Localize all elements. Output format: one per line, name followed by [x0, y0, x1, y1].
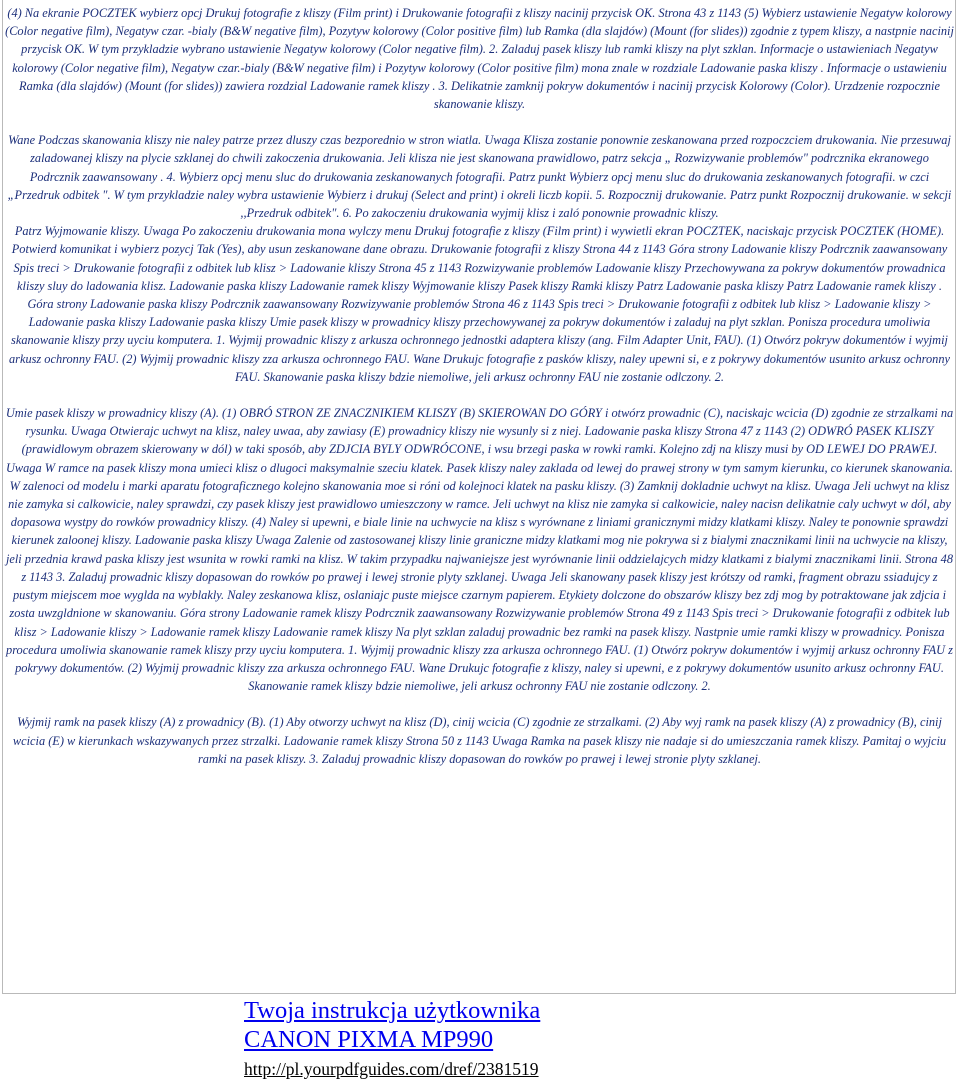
footer: [244, 996, 944, 1081]
source-url-link[interactable]: http://pl.yourpdfguides.com/dref/2381519: [244, 1059, 539, 1079]
manual-title-link[interactable]: Twoja instrukcja użytkownika: [244, 997, 541, 1024]
paragraph-3: Patrz Wyjmowanie kliszy. Uwaga Po zakoczeniu drukowania mona wylczy menu Drukuj fotografie z kliszy (Film print) i wywietli ekran POCZTEK, naciskajc przycisk POCZTEK (HOME). Potwierd komunikat i wybierz pozycj Tak (Yes), aby usun zeskanowane dane obrazu. Drukowanie fotografii z kliszy Strona 44 z 1143 Góra strony Ladowanie kliszy Podrcznik zaawansowany Spis treci > Drukowanie fotografii z odbitek lub klisz > Ladowanie kliszy Strona 45 z 1143 Rozwizywanie problemów Ladowanie kliszy Przechowywana za pokryw dokumentów prowadnica kliszy sluy do ladowania klisz. Ladowanie paska kliszy Ladowanie ramek kliszy Wyjmowanie kliszy Pasek kliszy Ramki kliszy Patrz Ladowanie paska kliszy Patrz Ladowanie ramek kliszy .: [11, 224, 948, 293]
paragraph-4: Góra strony Ladowanie paska kliszy Podrcznik zaawansowany Rozwizywanie problemów Strona 46 z 1143 Spis treci > Drukowanie fotografii z odbitek lub klisz > Ladowanie kliszy > Ladowanie paska kliszy Ladowanie paska kliszy Umie pasek kliszy w prowadnicy kliszy przechowywanej za pokryw dokumentów i zaladuj na plyt szklan. Ponisza procedura umoliwia skanowanie kliszy przy uyciu komputera. 1. Wyjmij prowadnic kliszy z arkusza ochronnego jednostki adaptera kliszy (ang. Film Adapter Unit, FAU). (1) Otwórz pokryw dokumentów i wyjmij arkusz ochronny FAU. (2) Wyjmij prowadnic kliszy zza arkusza ochronnego FAU. Wane Drukujc fotografie z pasków kliszy, naley upewni si, e z pokrywy dokumentów usunito arkusz ochronny FAU. Skanowanie paska kliszy bdzie niemoliwe, jeli arkusz ochronny FAU nie zostanie odlczony. 2.: [8, 297, 950, 384]
paragraph-2: Wane Podczas skanowania kliszy nie naley patrze przez dluszy czas bezporednio w stron wiatla. Uwaga Klisza zostanie ponownie zeskanowana przed rozpoczciem drukowania. Nie przesuwaj zaladowanej kliszy na plycie szklanej do chwili zakoczenia drukowania. Jeli klisza nie jest skanowana prawidlowo, patrz sekcja „ Rozwizywanie problemów" podrcznika ekranowego Podrcznik zaawansowany . 4. Wybierz opcj menu sluc do drukowania zeskanowanych fotografii. Patrz punkt Wybierz opcj menu sluc do drukowania zeskanowanych fotografii. w czci „Przedruk odbitek ". W tym przykladzie naley wybra ustawienie Wybierz i drukuj (Select and print) i okreli liczb kopii. 5. Rozpocznij drukowanie. Patrz punkt Rozpocznij drukowanie. w sekcji ,,Przedruk odbitek". 6. Po zakoczeniu drukowania wyjmij klisz i zaló ponownie prowadnic kliszy.: [7, 133, 952, 221]
paragraph-5: Umie pasek kliszy w prowadnicy kliszy (A). (1) OBRÓ STRON ZE ZNACZNIKIEM KLISZY (B) SKIEROWAN DO GÓRY i otwórz prowadnic (C), naciskajc wcicia (D) zgodnie ze strzalkami na rysunku. Uwaga Otwierajc uchwyt na klisz, naley uwaa, aby zawiasy (E) prowadnicy kliszy nie wysunly si z niej. Ladowanie paska kliszy Strona 47 z 1143 (2) ODWRÓ PASEK KLISZY (prawidlowym obrazem skierowany w dól) w taki sposób, aby ZDJCIA BYLY ODWRÓCONE, i wsu brzegi paska w rowki ramki. Kolejno zdj na kliszy musi by OD LEWEJ DO PRAWEJ. Uwaga W ramce na pasek kliszy mona umieci klisz o dlugoci maksymalnie szeciu klatek. Pasek kliszy naley zaklada od lewej do prawej strony w tym samym kierunku, co kierunek skanowania. W zalenoci od modelu i marki aparatu fotograficznego kolejno skanowania moe si róni od kolejnoci klatek na pasku kliszy. (3) Zamknij dokladnie uchwyt na klisz. Uwaga Jeli uchwyt na klisz nie zamyka si calkowicie, naley sprawdzi, czy pasek kliszy jest prawidlowo umieszczony w ramce. Jeli uchwyt na klisz nie zamyka si calkowicie, naley nacisn delikatnie caly uchwyt w dól, aby dopasowa wystpy do rowków prowadnicy kliszy. (4) Naley si upewni, e biale linie na uchwycie na klisz s wyrównane z liniami granicznymi midzy klatkami kliszy. Naley te ponownie sprawdzi kierunek zaloonej kliszy. Ladowanie paska kliszy Uwaga Zalenie od zastosowanej kliszy linie graniczne midzy klatkami mog nie pokrywa si z bialymi znacznikami linii na uchwycie na kliszy, jeli przednia krawd paska kliszy jest wsunita w rowki ramki na klisz. W takim przypadku najwaniejsze jest wyrównanie linii oddzielajcych midzy klatkami z bialymi znacznikami linii. Strona 48 z 1143 3. Zaladuj prowadnic kliszy dopasowan do rowków po prawej i lewej stronie plyty szklanej. Uwaga Jeli skanowany pasek kliszy jest krótszy od ramki, fragment obrazu ssiadujcy z pustym miejscem moe wyglda na wyblakly. Naley zeskanowa klisz, oslaniajc puste miejsce czarnym papierem. Etykiety dolczone do obszarów kliszy bez zdj mog by potraktowane jak zdjcia i zosta uwzgldnione w skanowaniu. Góra strony Ladowanie ramek kliszy Podrcznik zaawansowany Rozwizywanie problemów Strona 49 z 1143 Spis treci > Drukowanie fotografii z odbitek lub klisz > Ladowanie kliszy > Ladowanie ramek kliszy Ladowanie ramek kliszy Na plyt szklan zaladuj prowadnic bez ramki na pasek kliszy. Nastpnie umie ramki kliszy w prowadnicy. Ponisza procedura umoliwia skanowanie ramek kliszy przy uyciu komputera. 1. Wyjmij prowadnic kliszy zza arkusza ochronnego FAU. (1) Otwórz pokryw dokumentów i wyjmij arkusz ochronny FAU z pokrywy dokumentów. (2) Wyjmij prowadnic kliszy zza arkusza ochronnego FAU. Wane Drukujc fotografie z kliszy, naley si upewni, e z pokrywy dokumentów usunito arkusz ochronny FAU. Skanowanie ramek kliszy bdzie niemoliwe, jeli arkusz ochronny FAU nie zostanie odlczony. 2.: [5, 406, 954, 694]
paragraph-1: (4) Na ekranie POCZTEK wybierz opcj Drukuj fotografie z kliszy (Film print) i Drukowanie fotografii z kliszy nacinij przycisk OK. Strona 43 z 1143 (5) Wybierz ustawienie Negatyw kolorowy (Color negative film), Negatyw czar. -bialy (B&W negative film), Pozytyw kolorowy (Color positive film) lub Ramka (dla slajdów) (Mount (for slides)) zgodnie z typem kliszy, a nastpnie nacinij przycisk OK. W tym przykladzie wybrano ustawienie Negatyw kolorowy (Color negative film). 2. Zaladuj pasek kliszy lub ramki kliszy na plyt szklan. Informacje o ustawieniach Negatyw kolorowy (Color negative film), Negatyw czar.-bialy (B&W negative film) i Pozytyw kolorowy (Color positive film) mona znale w rozdziale Ladowanie paska kliszy . Informacje o ustawieniu Ramka (dla slajdów) (Mount (for slides)) zawiera rozdzial Ladowanie ramek kliszy . 3. Delikatnie zamknij pokryw dokumentów i nacinij przycisk Kolorowy (Color). Urzdzenie rozpocznie skanowanie kliszy.: [5, 6, 954, 112]
paragraph-6: Wyjmij ramk na pasek kliszy (A) z prowadnicy (B). (1) Aby otworzy uchwyt na klisz (D), cinij wcicia (C) zgodnie ze strzalkami. (2) Aby wyj ramk na pasek kliszy (A) z prowadnicy (B), cinij wcicia (E) w kierunkach wskazywanych przez strzalki. Ladowanie ramek kliszy Strona 50 z 1143 Uwaga Ramka na pasek kliszy nie nadaje si do umieszczania ramek kliszy. Pamitaj o wyjciu ramki na pasek kliszy. 3. Zaladuj prowadnic kliszy dopasowan do rowków po prawej i lewej stronie plyty szklanej.: [12, 715, 947, 766]
product-name-link[interactable]: CANON PIXMA MP990: [244, 1026, 494, 1053]
document-body: [4, 4, 955, 768]
